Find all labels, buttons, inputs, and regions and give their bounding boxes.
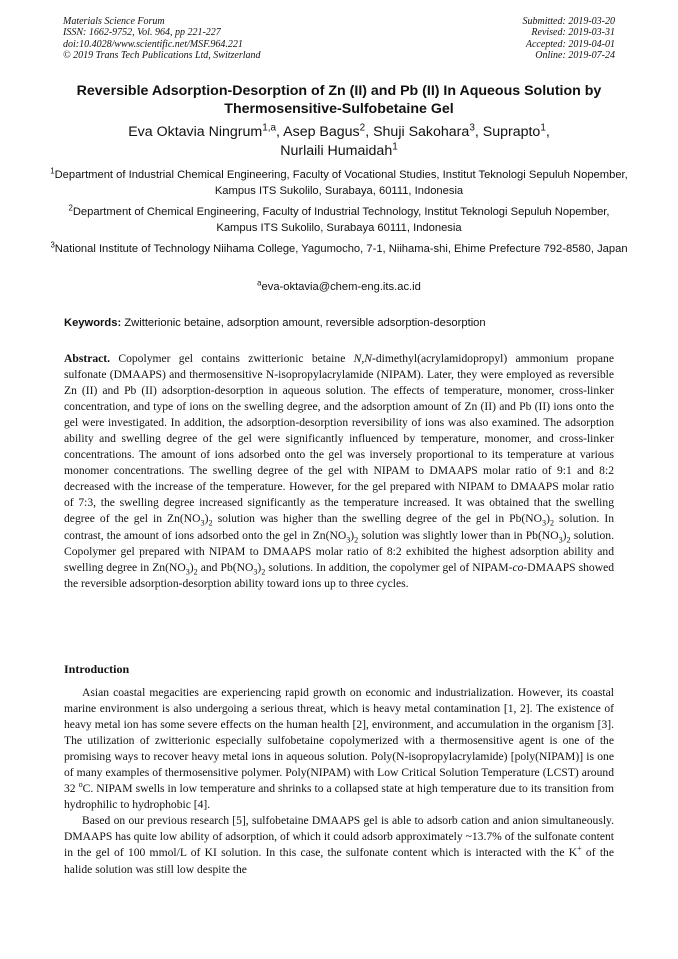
intro-text: C. NIPAM swells in low temperature and shrinks to a collapsed state at high temperature due to its transition from hydrophilic to hydrophobic [4]. (64, 782, 614, 812)
revised-date: Revised: 2019-03-31 (531, 27, 615, 39)
intro-text: Based on our previous research [5], sulfobetaine DMAAPS gel is able to adsorb cation and anion simultaneously. DMAAPS has quite low ability of adsorption, of which it could adsorb approximately ~13.7% of the sulfonate content in the gel of 100 mmol/L of KI solution. In this case, the sulfonate content which is interacted with the K (64, 814, 614, 860)
abstract-text: Copolymer gel contains zwitterionic betaine (118, 352, 346, 365)
intro-paragraph-2 (64, 813, 614, 877)
email-text: eva-oktavia@chem-eng.its.ac.id (261, 281, 421, 293)
online-date: Online: 2019-07-24 (535, 49, 615, 61)
formula-sub: 2 (549, 518, 555, 528)
email-sup: a (257, 278, 262, 288)
abstract-italic: co (512, 560, 524, 574)
introduction-body (64, 685, 614, 878)
accepted-date: Accepted: 2019-04-01 (525, 38, 615, 50)
formula: Pb(NO (509, 512, 543, 526)
author-sup: 1 (540, 122, 546, 134)
intro-paragraph-1 (64, 685, 614, 813)
abstract-text: solution was higher than the swelling degree of the gel in (217, 512, 505, 526)
affiliation-text: National Institute of Technology Niihama College, Yagumocho, 7-1, Niihama-shi, Ehime Prefecture 792-8580, Japan (54, 243, 628, 255)
intro-text: of the halide solution was still low despite the (64, 846, 614, 876)
affiliation-1 (50, 168, 628, 199)
abstract-text: solution was slightly lower than in (361, 528, 523, 542)
keywords-text: Zwitterionic betaine, adsorption amount, reversible adsorption-desorption (124, 317, 486, 329)
abstract-label: Abstract. (64, 352, 111, 365)
author-list: Eva Oktavia Ningrum$^{1,a}$, Asep Bagus$^2$, Shuji Sakohara$^3$, Suprapto$^1$, Nurlaili Humaidah$^1$ (128, 122, 550, 159)
journal-issn: ISSN: 1662-9752, Vol. 964, pp 221-227 (63, 27, 221, 39)
degree-sup: o (78, 780, 83, 790)
keywords (64, 316, 624, 331)
journal-name: Materials Science Forum (63, 16, 165, 27)
affiliation-text: Department of Chemical Engineering, Faculty of Industrial Technology, Institut Teknologi Sepuluh Nopember, Kampus ITS Sukolilo, Surabaya 60111, Indonesia (72, 206, 610, 234)
formula-sub: 3 (185, 566, 190, 576)
formula-sub: 2 (354, 534, 359, 544)
introduction-heading: Introduction (64, 662, 130, 676)
formula-sub: 3 (558, 534, 563, 544)
journal-copyright: © 2019 Trans Tech Publications Ltd, Switzerland (63, 49, 261, 61)
formula-sub: 2 (208, 518, 213, 528)
abstract-text: -DMAAPS showed the reversible adsorption-desorption ability toward ions up to three cycles. (64, 560, 615, 590)
formula-sub: 2 (566, 534, 571, 544)
abstract-text: solutions. In addition, the copolymer gel of NIPAM- (268, 560, 513, 574)
affiliation-sup: 2 (68, 203, 73, 213)
author-sup: 1,a (262, 122, 277, 134)
abstract-text: solution. In contrast, the amount of ions adsorbed onto the gel in (64, 512, 614, 542)
formula: Zn(NO (167, 512, 201, 526)
journal-doi: doi:10.4028/www.scientific.net/MSF.964.221 (63, 38, 243, 50)
author-name: Shuji Sakohara (373, 124, 470, 140)
formula-sub: 2 (193, 566, 198, 576)
author-sup: 1 (392, 140, 398, 152)
affiliation-sup: 1 (50, 166, 55, 176)
formula-sub: 3 (253, 566, 258, 576)
author-email (50, 280, 628, 296)
abstract: Abstract. Copolymer gel contains zwitterionic betaine N,N-dimethyl(acrylamidopropyl) ammonium propane sulfonate (DMAAPS) and thermosensitive N-isopropylacrylamide (NIPAM). Later, they were employed as reversible Zn (II) and Pb (II) adsorption-desorption in aqueous solution. The effects of temperature, monomer, cross-linker concentration, and type of ions on the swelling degree, and the adsorption amount of Zn (II) and Pb (II) ions onto the gel were investigated. In addition, the adsorption-desorption reversibility of ions was also examined. The adsorption ability and swelling degree of the gel were significantly influenced by temperature, monomer, and cross-linker concentrations. The amount of ions adsorbed onto the gel was inversely proportional to its temperature at various monomer concentrations. The swelling degree of the gel with NIPAM to DMAAPS molar ratio of 9:1 and 8:2 decreased with the increase of the temperature. However, for the gel prepared with NIPAM to DMAAPS molar ratio of 7:3, the swelling degree increased significantly as the temperature increased. It was obtained that the swelling degree of the gel in $Zn(NO_3)_2$ solution was higher than the swelling degree of the gel in $Pb(NO_3)_2$ solution. In contrast, the amount of ions adsorbed onto the gel in $Zn(NO_3)_2$ solution was slightly lower than in $Pb(NO_3)_2$ solution. Copolymer gel prepared with NIPAM to DMAAPS molar ratio of 8:2 exhibited the highest adsorption ability and swelling degree in $Zn(NO_3)_2$ and $Pb(NO_3)_2$ solutions. In addition, the copolymer gel of NIPAM-co-DMAAPS showed the reversible adsorption-desorption ability toward ions up to three cycles. (64, 352, 615, 590)
affiliation-text: Department of Industrial Chemical Engineering, Faculty of Vocational Studies, Institut Teknologi Sepuluh Nopember, Kampus ITS Sukolilo, Surabaya, 60111, Indonesia (54, 169, 628, 197)
author-name: Eva Oktavia Ningrum (128, 124, 263, 140)
author-name: Asep Bagus (283, 124, 360, 140)
author-name: Suprapto (482, 124, 541, 140)
paper-title: Reversible Adsorption-Desorption of Zn (II) and Pb (II) In Aqueous Solution by Thermosensitive-Sulfobetaine Gel (76, 83, 602, 117)
formula: Pb(NO (220, 560, 254, 574)
formula-sub: 2 (261, 566, 266, 576)
charge-sup: + (577, 844, 582, 854)
author-name: Nurlaili Humaidah (280, 142, 393, 159)
formula: Zn(NO (312, 528, 347, 542)
dates-header (523, 16, 616, 61)
submitted-date: Submitted: 2019-03-20 (522, 16, 615, 27)
abstract-text: -dimethyl(acrylamidopropyl) ammonium propane sulfonate (DMAAPS) and thermosensitive N-isopropylacrylamide (NIPAM). Later, they were employed as reversible Zn (II) and Pb (II) adsorption-desorption in aqueous solution. The effects of temperature, monomer, cross-linker concentration, and type of ions on the swelling degree, and the adsorption amount of Zn (II) and Pb (II) ions onto the gel were investigated. In addition, the adsorption-desorption reversibility of ions was also examined. The adsorption ability and swelling degree of the gel were significantly influenced by temperature, monomer, and cross-linker concentrations. The amount of ions adsorbed onto the gel was inversely proportional to its temperature at various monomer concentrations. The swelling degree of the gel with NIPAM to DMAAPS molar ratio of 9:1 and 8:2 decreased with the increase of the temperature. However, for the gel prepared with NIPAM to DMAAPS molar ratio of 7:3, the swelling degree increased significantly as the temperature increased. It was obtained that the swelling degree of the gel in (64, 352, 614, 526)
formula-sub: 3 (200, 518, 205, 528)
formula: Pb(NO (525, 528, 559, 542)
abstract-text: solution. Copolymer gel prepared with NIPAM to DMAAPS molar ratio of 8:2 exhibited the highest adsorption ability and swelling degree in (64, 528, 614, 574)
formula-sub: 3 (346, 534, 351, 544)
abstract-italic: N,N (353, 352, 373, 365)
intro-text: Asian coastal megacities are experiencing rapid growth on economic and industrialization. However, its coastal marine environment is also undergoing a serious threat, which is heavy metal contamination [1, 2]. The existence of heavy metal ion has some severe effects on the human health [2], environment, and accumulation in the organism [3]. The utilization of zwitterionic especially sulfobetaine copolymerized with a thermosensitive agent is one of the promising ways to recover heavy metal ions in aqueous solution. Poly(N-isopropylacrylamide) [poly(NIPAM)] is one of many examples of thermosensitive polymer. Poly(NIPAM) with Low Critical Solution Temperature (LCST) around 32 (64, 686, 614, 796)
journal-header (63, 16, 261, 61)
author-sup: 2 (359, 122, 366, 134)
affiliation-3 (50, 242, 628, 258)
formula: Zn(NO (152, 560, 186, 574)
abstract-text: and (200, 560, 218, 574)
affiliation-2 (50, 205, 628, 236)
keywords-label: Keywords: (64, 317, 122, 329)
author-sup: 3 (469, 122, 475, 134)
affiliation-sup: 3 (50, 240, 55, 250)
formula-sub: 3 (542, 518, 547, 528)
